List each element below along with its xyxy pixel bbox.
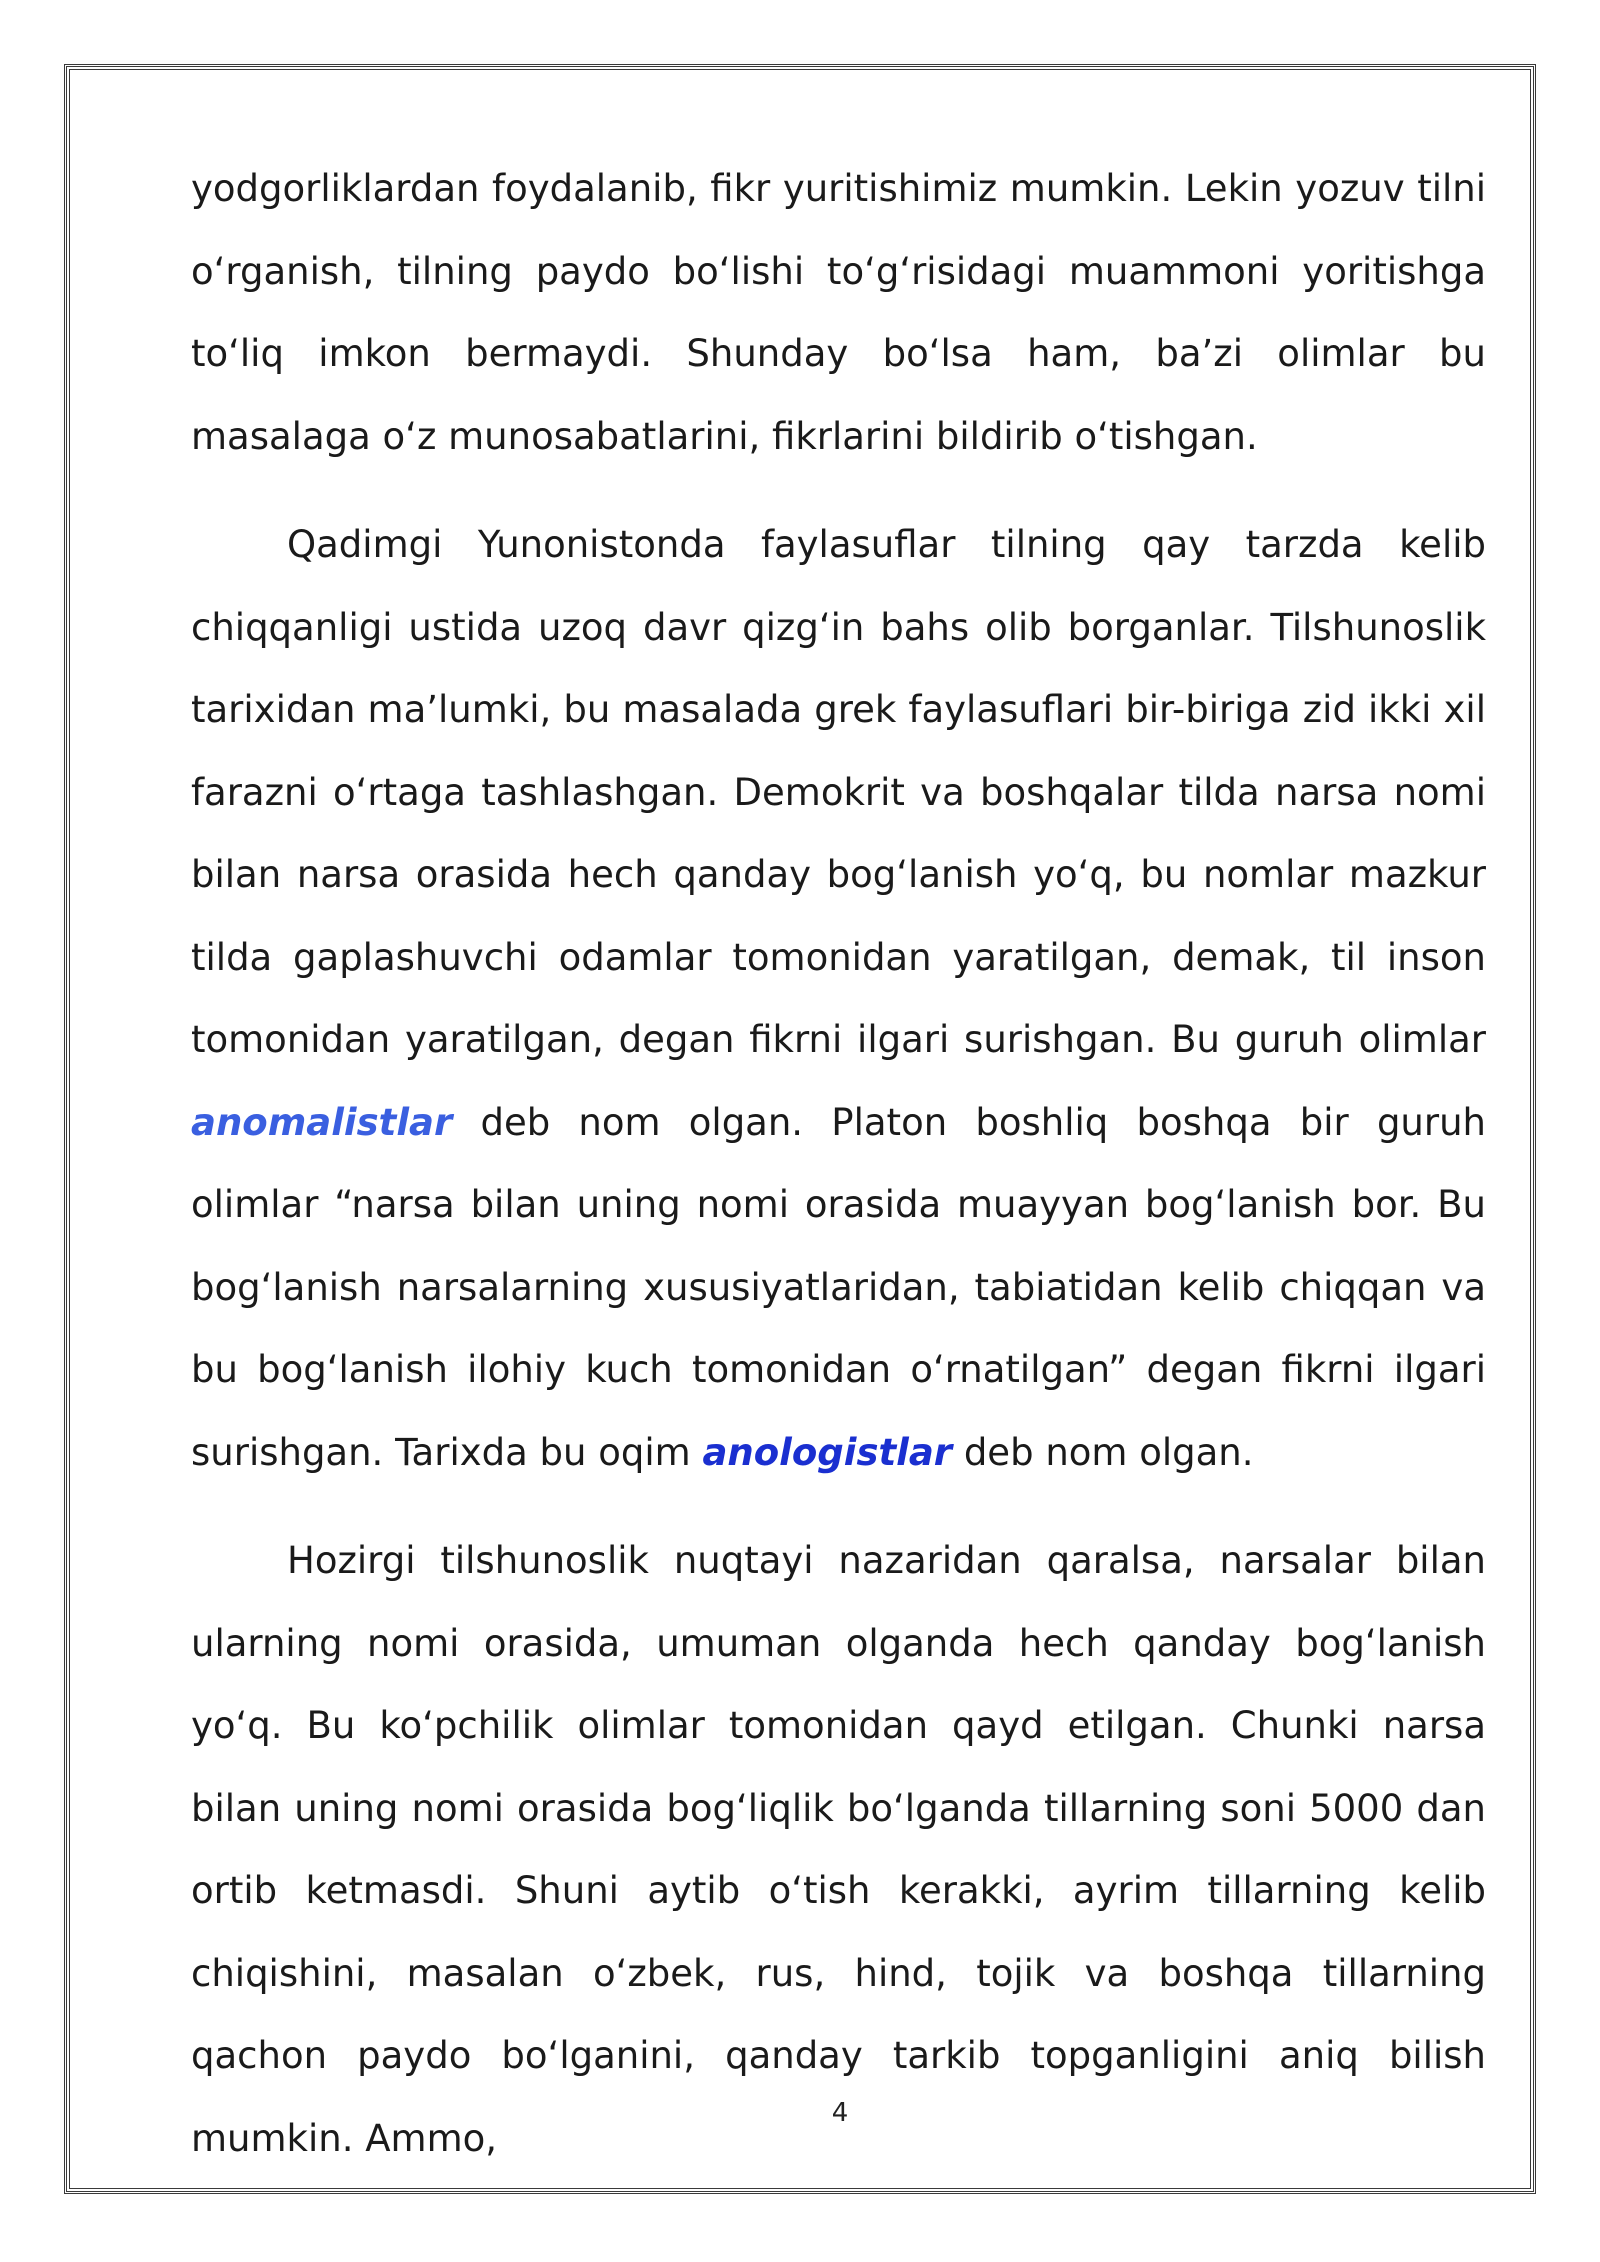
paragraph-text: yodgorliklardan foydalanib, fikr yuritishimiz mumkin. Lekin yozuv tilni o‘rganish, tilning paydo bo‘lishi to‘g‘risidagi muammoni yoritishga to‘liq imkon bermaydi. Shunday bo‘lsa ham, ba’zi olimlar bu masalaga o‘z munosabatlarini, fikrlarini bildirib o‘tishgan. xyxy=(191,167,1486,458)
paragraph-2 xyxy=(191,504,1486,1494)
paragraph-text: deb nom olgan. xyxy=(952,1430,1254,1474)
paragraph-1 xyxy=(191,148,1486,478)
paragraph-text: Qadimgi Yunonistonda faylasuflar tilning qay tarzda kelib chiqqanligi ustida uzoq davr qizg‘in bahs olib borganlar. Tilshunoslik tarixidan ma’lumki, bu masalada grek faylasuflari bir-biriga zid ikki xil farazni o‘rtaga tashlashgan. Demokrit va boshqalar tilda narsa nomi bilan narsa orasida hech qanday bog‘lanish yo‘q, bu nomlar mazkur tilda gaplashuvchi odamlar tomonidan yaratilgan, demak, til inson tomonidan yaratilgan, degan fikrni ilgari surishgan. Bu guruh olimlar xyxy=(191,523,1486,1061)
paragraph-text: Hozirgi tilshunoslik nuqtayi nazaridan qaralsa, narsalar bilan ularning nomi orasida, umuman olganda hech qanday bog‘lanish yo‘q. Bu ko‘pchilik olimlar tomonidan qayd etilgan. Chunki narsa bilan uning nomi orasida bog‘liqlik bo‘lganda tillarning soni 5000 dan ortib ketmasdi. Shuni aytib o‘tish kerakki, ayrim tillarning kelib chiqishini, masalan o‘zbek, rus, hind, tojik va boshqa tillarning qachon paydo bo‘lganini, qanday tarkib topganligini aniq bilish mumkin. Ammo, xyxy=(191,1539,1486,2160)
paragraph-3 xyxy=(191,1520,1486,2180)
term-anologistlar: anologistlar xyxy=(702,1430,953,1474)
paragraph-text: deb nom olgan. Platon boshliq boshqa bir guruh olimlar “narsa bilan uning nomi orasida muayyan bog‘lanish bor. Bu bog‘lanish narsalarning xususiyatlaridan, tabiatidan kelib chiqqan va bu bog‘lanish ilohiy kuch tomonidan o‘rnatilgan” degan fikrni ilgari surishgan. Tarixda bu oqim xyxy=(191,1100,1486,1474)
document-body xyxy=(191,148,1486,2180)
term-anomalistlar: anomalistlar xyxy=(191,1100,453,1144)
page-number: 4 xyxy=(831,2098,849,2128)
